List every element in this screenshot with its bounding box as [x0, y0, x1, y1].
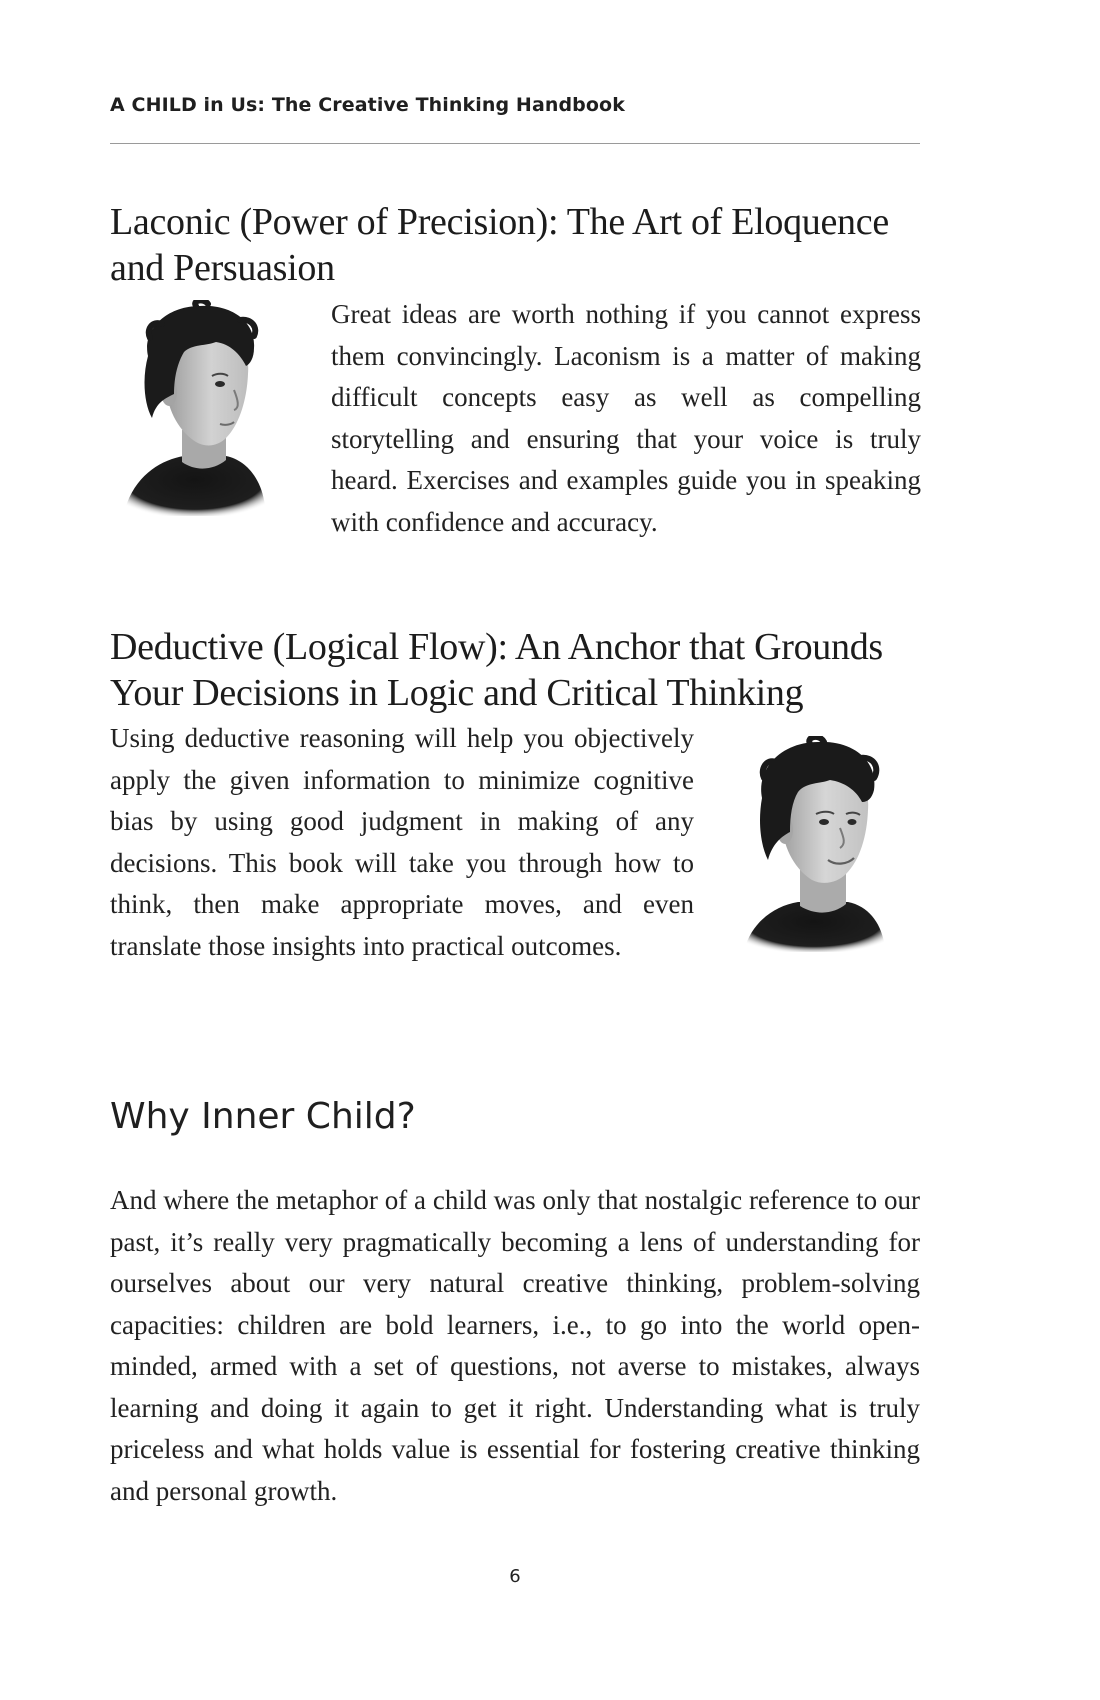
child-portrait-image-2 — [740, 736, 890, 954]
page-number: 6 — [509, 1566, 521, 1587]
child-portrait-image-1 — [122, 300, 272, 518]
section-body-why-inner-child: And where the metaphor of a child was only that nostalgic reference to our past, it’s really very pragmatically becoming a lens of understanding for ourselves about our very natural creative thinking, problem-solving capacities: children are bold learners, i.e., to go into the world open-minded, armed with a set of questions, not averse to mistakes, always learning and doing it again to get it right. Understanding what is truly priceless and what holds value is essential for fostering creative thinking and personal growth. — [110, 1185, 920, 1506]
section-body-laconic: Great ideas are worth nothing if you cannot express them convincingly. Laconism is a matter of making difficult concepts easy as well as compelling storytelling and ensuring that your voice is truly heard. Exercises and examples guide you in speaking with confidence and accuracy. — [331, 299, 921, 537]
section-heading-deductive: Deductive (Logical Flow): An Anchor that Grounds Your Decisions in Logic and Critical Thinking — [110, 626, 883, 714]
section-body-deductive: Using deductive reasoning will help you objectively apply the given information to minimize cognitive bias by using good judgment in making of any decisions. This book will take you through how to think, then make appropriate moves, and even translate those insights into practical outcomes. — [110, 723, 694, 961]
running-header: A CHILD in Us: The Creative Thinking Handbook — [110, 94, 625, 116]
header-divider — [110, 143, 920, 144]
section-heading-laconic: Laconic (Power of Precision): The Art of Eloquence and Persuasion — [110, 201, 889, 289]
section-heading-why-inner-child: Why Inner Child? — [110, 1096, 416, 1137]
